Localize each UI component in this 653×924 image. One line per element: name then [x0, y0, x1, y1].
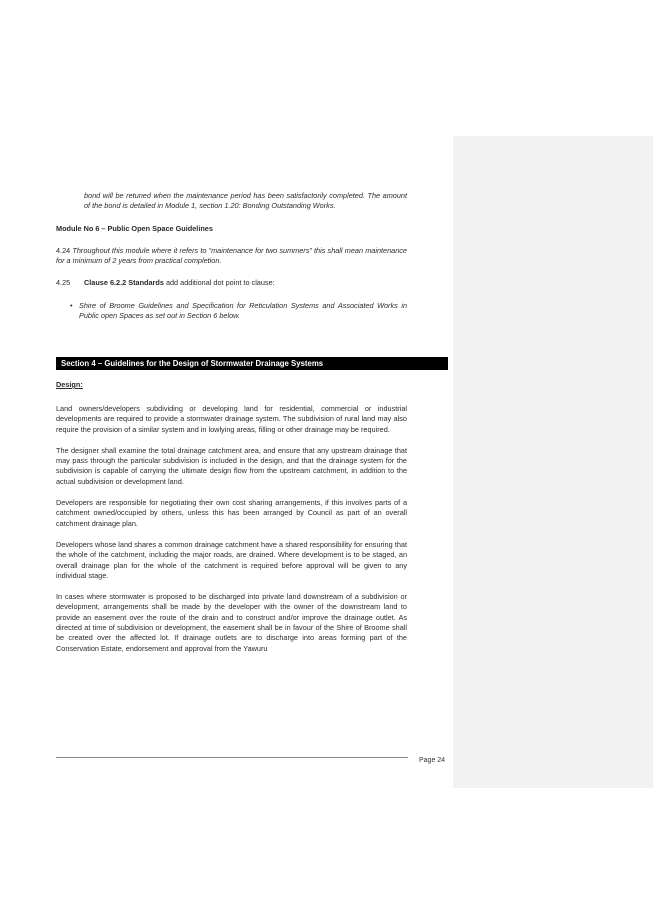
page-number: Page 24 — [419, 757, 446, 764]
section-heading: Section 4 – Guidelines for the Design of Stormwater Drainage Systems — [56, 357, 448, 370]
design-heading: Design: — [56, 380, 83, 389]
top-paragraph: bond will be retuned when the maintenance period has been satisfactorily completed. The amount of the bond is detailed in Module 1, section 1.20: Bonding Outstanding Works. — [84, 191, 407, 211]
paragraph-3: Developers are responsible for negotiating their own cost sharing arrangements, if this involves parts of a catchment owned/occupied by others, unless this has been arranged by Council as part of an overall catchment drainage plan. — [56, 498, 407, 528]
paragraph-4: Developers whose land shares a common drainage catchment have a shared responsibility for ensuring that the whole of the catchment, including the major roads, are drained. Where development is to be staged, an overall drainage plan for the whole of the catchment is required before approval will be given to any individual stage. — [56, 539, 407, 580]
comment-pane — [453, 136, 653, 788]
paragraph-5: In cases where stormwater is proposed to be discharged into private land downstream of a subdivision or development, arrangements shall be made by the developer with the owner of the downstream land to provide an easement over the route of the drain and to construct and/or improve the drainage outlet. As directed at time of subdivision or development, the easement shall be in favour of the Shire of Broome shall be created over the affected lot. If drainage outlets are to discharge into areas forming part of the Conservation Estate, endorsement and approval from the Yawuru — [56, 592, 407, 653]
clause-label: Clause 6.2.2 Standards — [84, 278, 164, 288]
paragraph-4-25-number: 4.25 — [56, 278, 71, 288]
paragraph-4-24 — [56, 246, 407, 267]
paragraph-4-24-number: 4.24 — [56, 245, 71, 255]
paragraph-1: Land owners/developers subdividing or developing land for residential, commercial or industrial developments are required to provide a stormwater drainage system. The subdivision of rural land may also require the provision of a similar system and in lowlying areas, filling or other drainage may be required. — [56, 404, 407, 434]
footer-divider — [56, 757, 408, 758]
page-body-upper — [56, 191, 407, 321]
page-body-lower — [56, 404, 407, 654]
module-heading: Module No 6 – Public Open Space Guidelines — [56, 223, 213, 233]
bullet-text: Shire of Broome Guidelines and Specification for Reticulation Systems and Associated Works in Public open Spaces as set out in Section 6 below. — [79, 300, 407, 321]
paragraph-4-25-text: add additional dot point to clause: — [165, 278, 275, 288]
paragraph-2: The designer shall examine the total drainage catchment area, and ensure that any upstream drainage that may pass through the particular subdivision is included in the design, and that the drainage system for the subdivision is capable of carrying the ultimate design flow from the upstream catchment, in addition to the actual subdivision or development land. — [56, 445, 407, 486]
bullet-marker: • — [70, 300, 73, 310]
paragraph-4-25 — [56, 278, 407, 288]
paragraph-4-24-text: Throughout this module where it refers to “maintenance for two summers” this shall mean maintenance for a minimum of 2 years from practical completion. — [56, 245, 407, 266]
bullet-item — [70, 301, 407, 322]
